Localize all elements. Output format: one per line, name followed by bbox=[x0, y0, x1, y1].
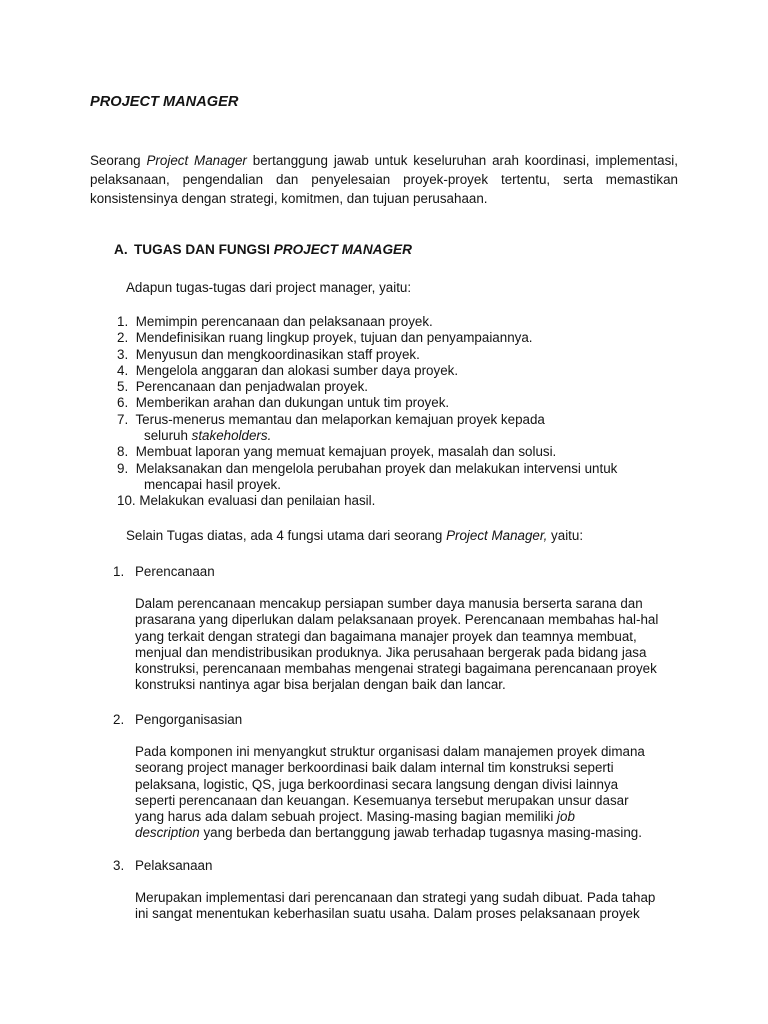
paragraph-line bbox=[135, 906, 655, 922]
task-item bbox=[117, 347, 617, 363]
function-number: 2. bbox=[113, 712, 125, 727]
functions-intro-emphasis: Project Manager, bbox=[446, 528, 548, 543]
task-number: 5. bbox=[117, 379, 129, 395]
task-number: 9. bbox=[117, 460, 129, 476]
line-text: konstruksi nantinya agar bisa berjalan dengan baik dan lancar. bbox=[135, 677, 506, 693]
line-text: Merupakan implementasi dari perencanaan dan strategi yang sudah dibuat. Pada tahap bbox=[135, 890, 656, 905]
function-number: 3. bbox=[113, 858, 125, 873]
task-number: 10. bbox=[117, 493, 136, 509]
line-text: yang harus ada dalam sebuah project. Masing-masing bagian memiliki bbox=[135, 809, 558, 825]
task-item bbox=[117, 379, 617, 395]
task-number: 1. bbox=[117, 314, 129, 329]
intro-text-start: Seorang bbox=[90, 153, 147, 168]
task-item bbox=[117, 330, 617, 346]
function-heading bbox=[113, 858, 212, 874]
section-a-heading bbox=[114, 242, 412, 258]
task-item bbox=[117, 363, 617, 379]
function-paragraph bbox=[135, 596, 658, 694]
task-number: 8. bbox=[117, 444, 129, 460]
task-text: Membuat laporan yang memuat kemajuan proyek, masalah dan solusi. bbox=[135, 444, 557, 460]
functions-intro-end: yaitu: bbox=[547, 528, 584, 543]
task-item bbox=[117, 412, 617, 428]
paragraph-line bbox=[135, 760, 645, 776]
function-paragraph bbox=[135, 890, 655, 923]
paragraph-line bbox=[135, 744, 645, 760]
paragraph-line bbox=[135, 825, 645, 841]
function-name: Pelaksanaan bbox=[135, 858, 213, 873]
task-text: Mendefinisikan ruang lingkup proyek, tujuan dan penyampaiannya. bbox=[135, 330, 533, 346]
task-text: Memimpin perencanaan dan pelaksanaan proyek. bbox=[135, 314, 433, 329]
line-text: yang terkait dengan strategi dan bagaimana manajer proyek dan teamnya membuat, bbox=[135, 628, 637, 644]
paragraph-line bbox=[135, 809, 645, 825]
task-number: 6. bbox=[117, 395, 129, 411]
paragraph-line bbox=[135, 645, 658, 661]
paragraph-line bbox=[135, 596, 658, 612]
task-number: 3. bbox=[117, 346, 129, 362]
line-text: seperti perencanaan dan keuangan. Kesemuanya tersebut merupakan unsur dasar bbox=[135, 792, 629, 808]
task-text: Perencanaan dan penjadwalan proyek. bbox=[135, 379, 369, 395]
line-emphasis: description bbox=[135, 825, 200, 841]
functions-intro bbox=[126, 528, 583, 544]
task-item-continuation bbox=[117, 477, 617, 493]
line-text: pelaksana, logistic, QS, juga berkoordinasi secara langsung dengan divisi lainnya bbox=[135, 776, 619, 792]
task-item bbox=[117, 395, 617, 411]
task-item bbox=[117, 493, 617, 509]
task-continuation-text: seluruh bbox=[144, 428, 192, 444]
tasks-list bbox=[117, 314, 617, 510]
function-name: Pengorganisasian bbox=[135, 712, 243, 727]
function-paragraph bbox=[135, 744, 645, 842]
task-text: Menyusun dan mengkoordinasikan staff proyek. bbox=[135, 346, 420, 362]
intro-text-end: bertanggung jawab untuk keseluruhan arah koordinasi, implementasi, pelaksanaan, pengendalian dan penyelesaian proyek-proyek tertentu, serta memastikan konsistensinya dengan strategi, komitmen, dan tujuan perusahaan. bbox=[90, 153, 678, 206]
line-emphasis: job bbox=[557, 809, 575, 825]
line-text: Pada komponen ini menyangkut struktur organisasi dalam manajemen proyek dimana bbox=[135, 744, 645, 759]
task-text: Melaksanakan dan mengelola perubahan proyek dan melakukan intervensi untuk bbox=[135, 460, 618, 476]
paragraph-line bbox=[135, 612, 658, 628]
function-heading bbox=[113, 712, 242, 728]
line-text: konstruksi, perencanaan membahas mengenai strategi bagaimana perencanaan proyek bbox=[135, 661, 657, 677]
function-heading bbox=[113, 564, 215, 580]
intro-emphasis: Project Manager bbox=[146, 153, 247, 168]
page-title: PROJECT MANAGER bbox=[90, 94, 239, 110]
task-text: Memberikan arahan dan dukungan untuk tim proyek. bbox=[135, 395, 450, 411]
task-text: Melakukan evaluasi dan penilaian hasil. bbox=[139, 493, 376, 509]
line-text: prasarana yang diperlukan dalam pelaksanaan proyek. Perencanaan membahas hal-hal bbox=[135, 612, 659, 628]
line-text-end: yang berbeda dan bertanggung jawab terhadap tugasnya masing-masing. bbox=[199, 825, 642, 841]
function-number: 1. bbox=[113, 564, 125, 579]
task-number: 7. bbox=[117, 411, 129, 427]
task-item bbox=[117, 444, 617, 460]
paragraph-line bbox=[135, 661, 658, 677]
line-text: seorang project manager berkoordinasi baik dalam internal tim konstruksi seperti bbox=[135, 760, 614, 776]
task-text: Terus-menerus memantau dan melaporkan kemajuan proyek kepada bbox=[135, 411, 545, 427]
task-number: 2. bbox=[117, 330, 129, 346]
section-number: A. bbox=[114, 242, 128, 257]
line-text: Dalam perencanaan mencakup persiapan sumber daya manusia berserta sarana dan bbox=[135, 596, 643, 611]
section-label: TUGAS DAN FUNGSI bbox=[134, 242, 274, 257]
paragraph-line bbox=[135, 890, 655, 906]
section-label-emphasis: PROJECT MANAGER bbox=[273, 242, 412, 257]
intro-paragraph bbox=[90, 151, 678, 208]
task-item bbox=[117, 461, 617, 477]
paragraph-line bbox=[135, 629, 658, 645]
paragraph-line bbox=[135, 777, 645, 793]
task-text: Mengelola anggaran dan alokasi sumber daya proyek. bbox=[135, 362, 459, 378]
line-text: ini sangat menentukan keberhasilan suatu usaha. Dalam proses pelaksanaan proyek bbox=[135, 906, 640, 922]
task-item-continuation bbox=[117, 428, 617, 444]
task-continuation-text: mencapai hasil proyek. bbox=[144, 476, 281, 492]
task-number: 4. bbox=[117, 362, 129, 378]
paragraph-line bbox=[135, 677, 658, 693]
tasks-intro: Adapun tugas-tugas dari project manager, yaitu: bbox=[126, 280, 412, 295]
function-name: Perencanaan bbox=[135, 564, 215, 579]
task-item bbox=[117, 314, 617, 330]
paragraph-line bbox=[135, 793, 645, 809]
task-continuation-emphasis: stakeholders. bbox=[191, 428, 272, 444]
functions-intro-text: Selain Tugas diatas, ada 4 fungsi utama dari seorang bbox=[126, 528, 447, 543]
line-text: menjual dan mendistribusikan produknya. Jika perusahaan bergerak pada bidang jasa bbox=[135, 644, 647, 660]
